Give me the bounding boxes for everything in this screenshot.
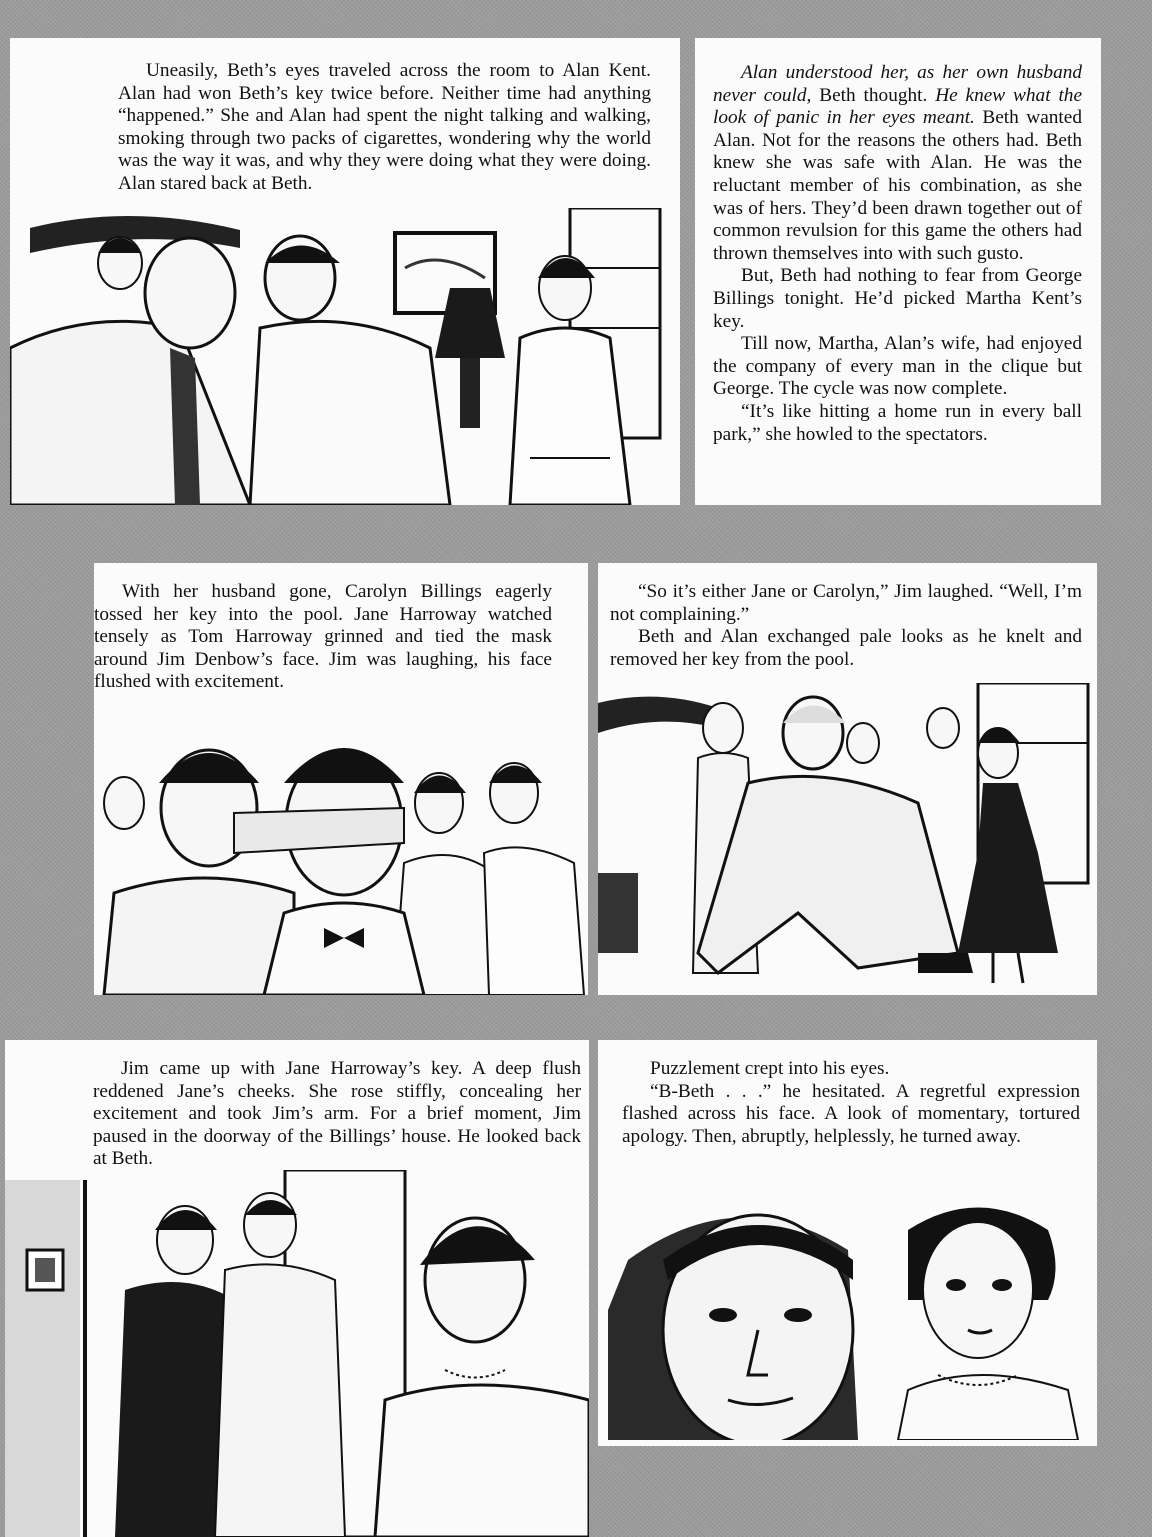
panel-4-text	[610, 581, 1082, 671]
panel-5-paragraph-1: Jim came up with Jane Harroway’s key. A deep flush reddened Jane’s cheeks. She rose stiffly, concealing her excitement and took Jim’s arm. For a brief moment, Jim paused in the doorway of the Billings’ house. He looked back at Beth.	[93, 1058, 581, 1170]
panel-3	[94, 563, 588, 995]
kneeling-man-illustration	[598, 683, 1097, 995]
panel-1-paragraph-1: Uneasily, Beth’s eyes traveled across the room to Alan Kent. Alan had won Beth’s key twice before. Neither time had anything “happened.” She and Alan had spent the night talking and walking, smoking through two packs of cigarettes, wondering why the world was the way it was, and why they were doing what they were doing. Alan stared back at Beth.	[118, 60, 651, 194]
panel-2	[695, 38, 1101, 505]
panel-6-text	[622, 1058, 1080, 1148]
panel-1	[10, 38, 680, 505]
panel-4	[598, 563, 1097, 995]
panel-2-italic-2: He knew what the look of panic in her eyes meant.	[713, 84, 1082, 129]
party-scene-illustration	[10, 208, 680, 505]
panel-2-paragraph-4: “It’s like hitting a home run in every ball park,” she howled to the spectators.	[713, 400, 1082, 445]
panel-2-text	[713, 62, 1082, 446]
panel-2-plain-1: Beth thought.	[811, 84, 936, 106]
panel-2-italic-1: Alan understood her, as her own husband never could,	[713, 62, 1082, 106]
panel-6-paragraph-1: Puzzlement crept into his eyes.	[650, 1058, 890, 1079]
panel-1-text	[118, 60, 651, 196]
panel-2-paragraph-1	[713, 62, 1082, 265]
panel-6	[598, 1040, 1097, 1446]
doorway-couple-illustration	[5, 1170, 589, 1537]
panel-4-paragraph-2: Beth and Alan exchanged pale looks as he knelt and removed her key from the pool.	[610, 626, 1082, 670]
panel-5-text	[93, 1058, 581, 1171]
panel-2-rest-1: Beth wanted Alan. Not for the reasons the others had. Beth knew she was safe with Alan. He was the reluctant member of his combination, as she was of hers. They’d been drawn together out of common revulsion for this game the others had thrown themselves into with such gusto.	[713, 107, 1082, 264]
panel-5	[5, 1040, 589, 1537]
panel-4-paragraph-1: “So it’s either Jane or Carolyn,” Jim laughed. “Well, I’m not complaining.”	[610, 581, 1082, 625]
blindfold-scene-illustration	[94, 713, 588, 995]
panel-6-paragraph-2: “B-Beth . . .” he hesitated. A regretful expression flashed across his face. A look of momentary, tortured apology. Then, abruptly, helplessly, he turned away.	[622, 1080, 1080, 1147]
panel-3-text	[94, 581, 552, 694]
closeup-faces-illustration	[608, 1190, 1087, 1440]
panel-2-paragraph-2: But, Beth had nothing to fear from George Billings tonight. He’d picked Martha Kent’s key.	[713, 265, 1082, 332]
panel-3-paragraph-1: With her husband gone, Carolyn Billings eagerly tossed her key into the pool. Jane Harroway watched tensely as Tom Harroway grinned and tied the mask around Jim Denbow’s face. Jim was laughing, his face flushed with excitement.	[94, 581, 552, 693]
panel-2-paragraph-3: Till now, Martha, Alan’s wife, had enjoyed the company of every man in the clique but George. The cycle was now complete.	[713, 333, 1082, 400]
